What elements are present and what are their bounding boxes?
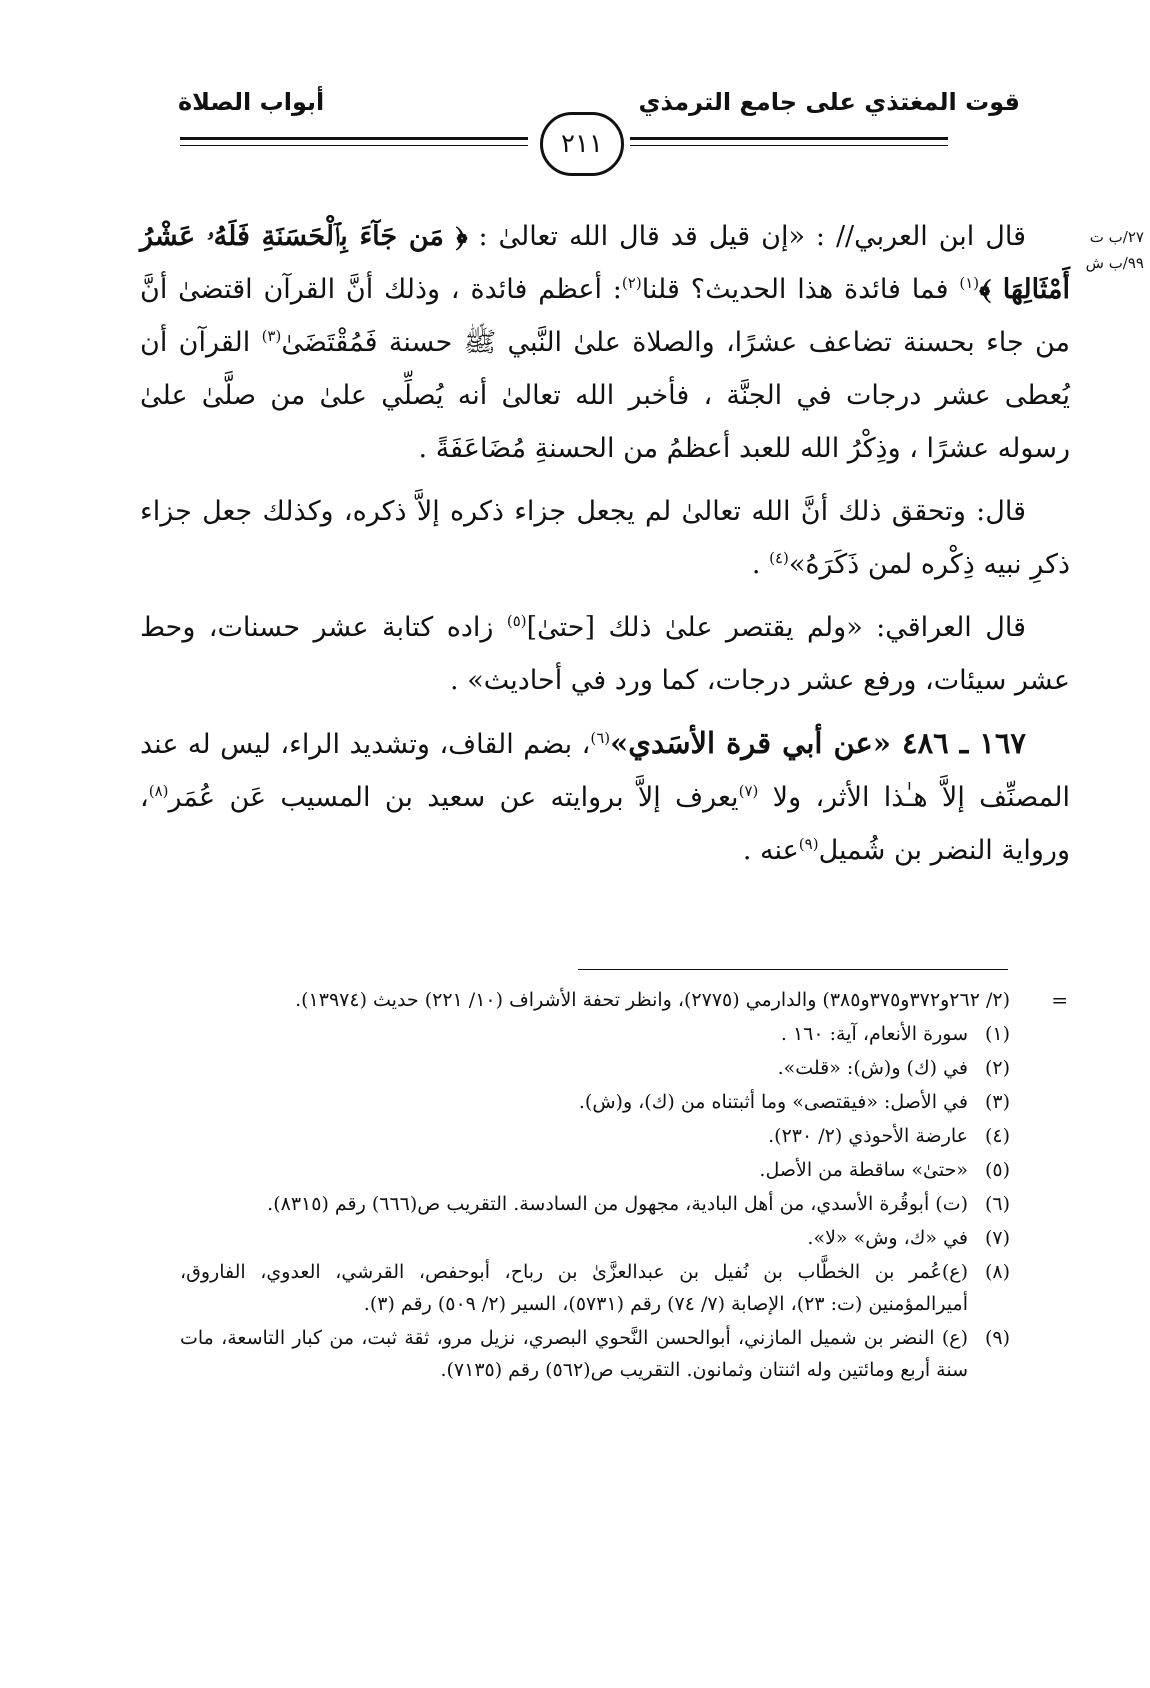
footnote-item [180, 1222, 1010, 1254]
footnote-mark: (٢) [984, 1057, 1010, 1079]
footnote-item [180, 1154, 1010, 1186]
paragraph-text: يعرف إلاَّ بروايته عن سعيد بن المسيب عَن عُمَر [168, 782, 739, 813]
footnote-mark: (٨) [984, 1261, 1010, 1283]
footnote-text: في (ك) و(ش): «قلت». [777, 1057, 968, 1079]
footnote-ref: (٨) [148, 782, 169, 800]
footnote-item [180, 1052, 1010, 1084]
footnote-ref: (٥) [506, 612, 527, 630]
paragraph-text: قال ابن العربي// : «إن قيل قد قال الله تعالىٰ : [467, 221, 1026, 252]
paragraph-hadith-entry [140, 717, 1070, 877]
header-rule-right [630, 137, 948, 140]
paragraph-text: . [751, 549, 770, 580]
header-rule-right-thin [630, 145, 948, 146]
footnote-text: (ع) النضر بن شميل المازني، أبوالحسن النَّحوي البصري، نزيل مرو، ثقة ثبت، من كبار التاسعة، مات سنة أربع ومائتين وله اثنتان وثمانون. التقريب ص(٥٦٢) رقم (٧١٣٥). [180, 1327, 968, 1381]
chapter-title: أبواب الصلاة [178, 88, 325, 116]
quran-verse: ﴿ مَن جَآءَ بِٱلْحَسَنَةِ فَلَهُۥ عَشْرُ أَمْثَالِهَا ﴾ [140, 221, 1070, 305]
footnote-text: «حتىٰ» ساقطة من الأصل. [759, 1159, 968, 1181]
footnote-mark: (٤) [984, 1125, 1010, 1147]
footnote-text: عارضة الأحوذي (٢/ ٢٣٠). [768, 1125, 968, 1147]
header-rule-left [180, 137, 528, 140]
footnote-continuation [180, 984, 1068, 1016]
footnote-item [180, 1086, 1010, 1118]
paragraph-text: ، بضم القاف، وتشديد الراء، ليس له عند المصنِّف إلاَّ هـٰذا الأثر، ولا [140, 729, 1071, 813]
footnote-text: في «ك، وش» «لا». [807, 1227, 968, 1249]
margin-note: ٩٩/ب ش [1085, 254, 1144, 272]
footnote-mark: (٥) [984, 1159, 1010, 1181]
footnotes [180, 984, 1068, 1388]
margin-notes [1060, 224, 1144, 276]
continuation-mark: = [1051, 988, 1068, 1012]
footnote-item [180, 1120, 1010, 1152]
footnote-mark: (٦) [984, 1193, 1010, 1215]
paragraph-text: قال: وتحقق ذلك أنَّ الله تعالىٰ لم يجعل جزاء ذكره إلاَّ ذكره، وكذلك جعل جزاء ذكرِ نبيه ذِكْره لمن ذَكَرَهُ» [140, 496, 1070, 580]
footnote-text: سورة الأنعام، آية: ١٦٠ . [780, 1023, 968, 1045]
paragraph-text: : أعظم فائدة ، وذلك أنَّ القرآن اقتضىٰ أنَّ من جاء بحسنة تضاعف عشرًا، والصلاة علىٰ النَّبي ﷺ حسنة فَمُقْتَضَىٰ [140, 274, 1071, 358]
footnote-ref: (٦) [590, 729, 611, 747]
footnote-ref: (٩) [798, 835, 819, 853]
page-number: ٢١١ [540, 112, 624, 176]
footnote-item [180, 1018, 1010, 1050]
paragraph-text: زاده كتابة عشر حسنات، وحط عشر سيئات، ورفع عشر درجات، كما ورد في أحاديث» . [140, 612, 1070, 696]
footnote-separator [578, 969, 1008, 970]
footnote-ref: (٢) [621, 274, 642, 292]
footnote-text: (ت) أبوقُرة الأسدي، من أهل البادية، مجهول من السادسة. التقريب ص(٦٦٦) رقم (٨٣١٥). [267, 1193, 968, 1215]
footnote-ref: (٧) [738, 782, 759, 800]
footnote-mark: (٩) [984, 1327, 1010, 1349]
paragraph-text: ، ورواية النضر بن شُميل [140, 782, 1070, 866]
footnote-text: (ع)عُمر بن الخطَّاب بن نُفيل بن عبدالعزَّىٰ بن رباح، أبوحفص، القرشي، العدوي، الفاروق، أميرالمؤمنين (ت: ٢٣)، الإصابة (٧/ ٧٤) رقم (٥٧٣١)، السير (٢/ ٥٠٩) رقم (٣). [180, 1261, 968, 1315]
header-rule-left-thin [180, 145, 528, 146]
footnote-mark: (٧) [984, 1227, 1010, 1249]
hadith-title: «عن أبي قرة الأسَدي» [610, 726, 902, 760]
paragraph-iraqi [140, 601, 1070, 707]
footnote-item [180, 1188, 1010, 1220]
margin-note: ٢٧/ب ت [1089, 228, 1144, 246]
hadith-number: ١٦٧ ـ ٤٨٦ [902, 726, 1026, 760]
footnote-item [180, 1322, 1010, 1386]
paragraph-qal [140, 485, 1070, 591]
paragraph-text: عنه . [742, 835, 799, 866]
footnote-ref: (٣) [261, 327, 282, 345]
paragraph-text: قال العراقي: «ولم يقتصر علىٰ ذلك [حتىٰ] [526, 612, 1026, 643]
paragraph-ibn-arabi [140, 210, 1070, 475]
footnote-item [180, 1256, 1010, 1320]
footnote-mark: (١) [984, 1023, 1010, 1045]
footnote-ref: (١) [959, 274, 980, 292]
paragraph-text: القرآن أن يُعطى عشر درجات في الجنَّة ، فأخبر الله تعالىٰ أنه يُصلِّي علىٰ من صلَّىٰ علىٰ رسوله عشرًا ، وذِكْرُ الله للعبد أعظمُ من الحسنةِ مُضَاعَفَةً . [140, 327, 1070, 464]
main-text [140, 210, 1070, 887]
paragraph-text: فما فائدة هذا الحديث؟ قلنا [641, 274, 960, 305]
footnote-text: في الأصل: «فيقتصى» وما أثبتناه من (ك)، و(ش). [578, 1091, 968, 1113]
book-title: قوت المغتذي على جامع الترمذي [638, 88, 1020, 116]
footnote-mark: (٣) [984, 1091, 1010, 1113]
footnote-text: (٢/ ٢٦٢و٣٧٢و٣٧٥و٣٨٥) والدارمي (٢٧٧٥)، وانظر تحفة الأشراف (١٠/ ٢٢١) حديث (١٣٩٧٤). [295, 989, 1010, 1011]
footnote-ref: (٤) [769, 549, 789, 567]
